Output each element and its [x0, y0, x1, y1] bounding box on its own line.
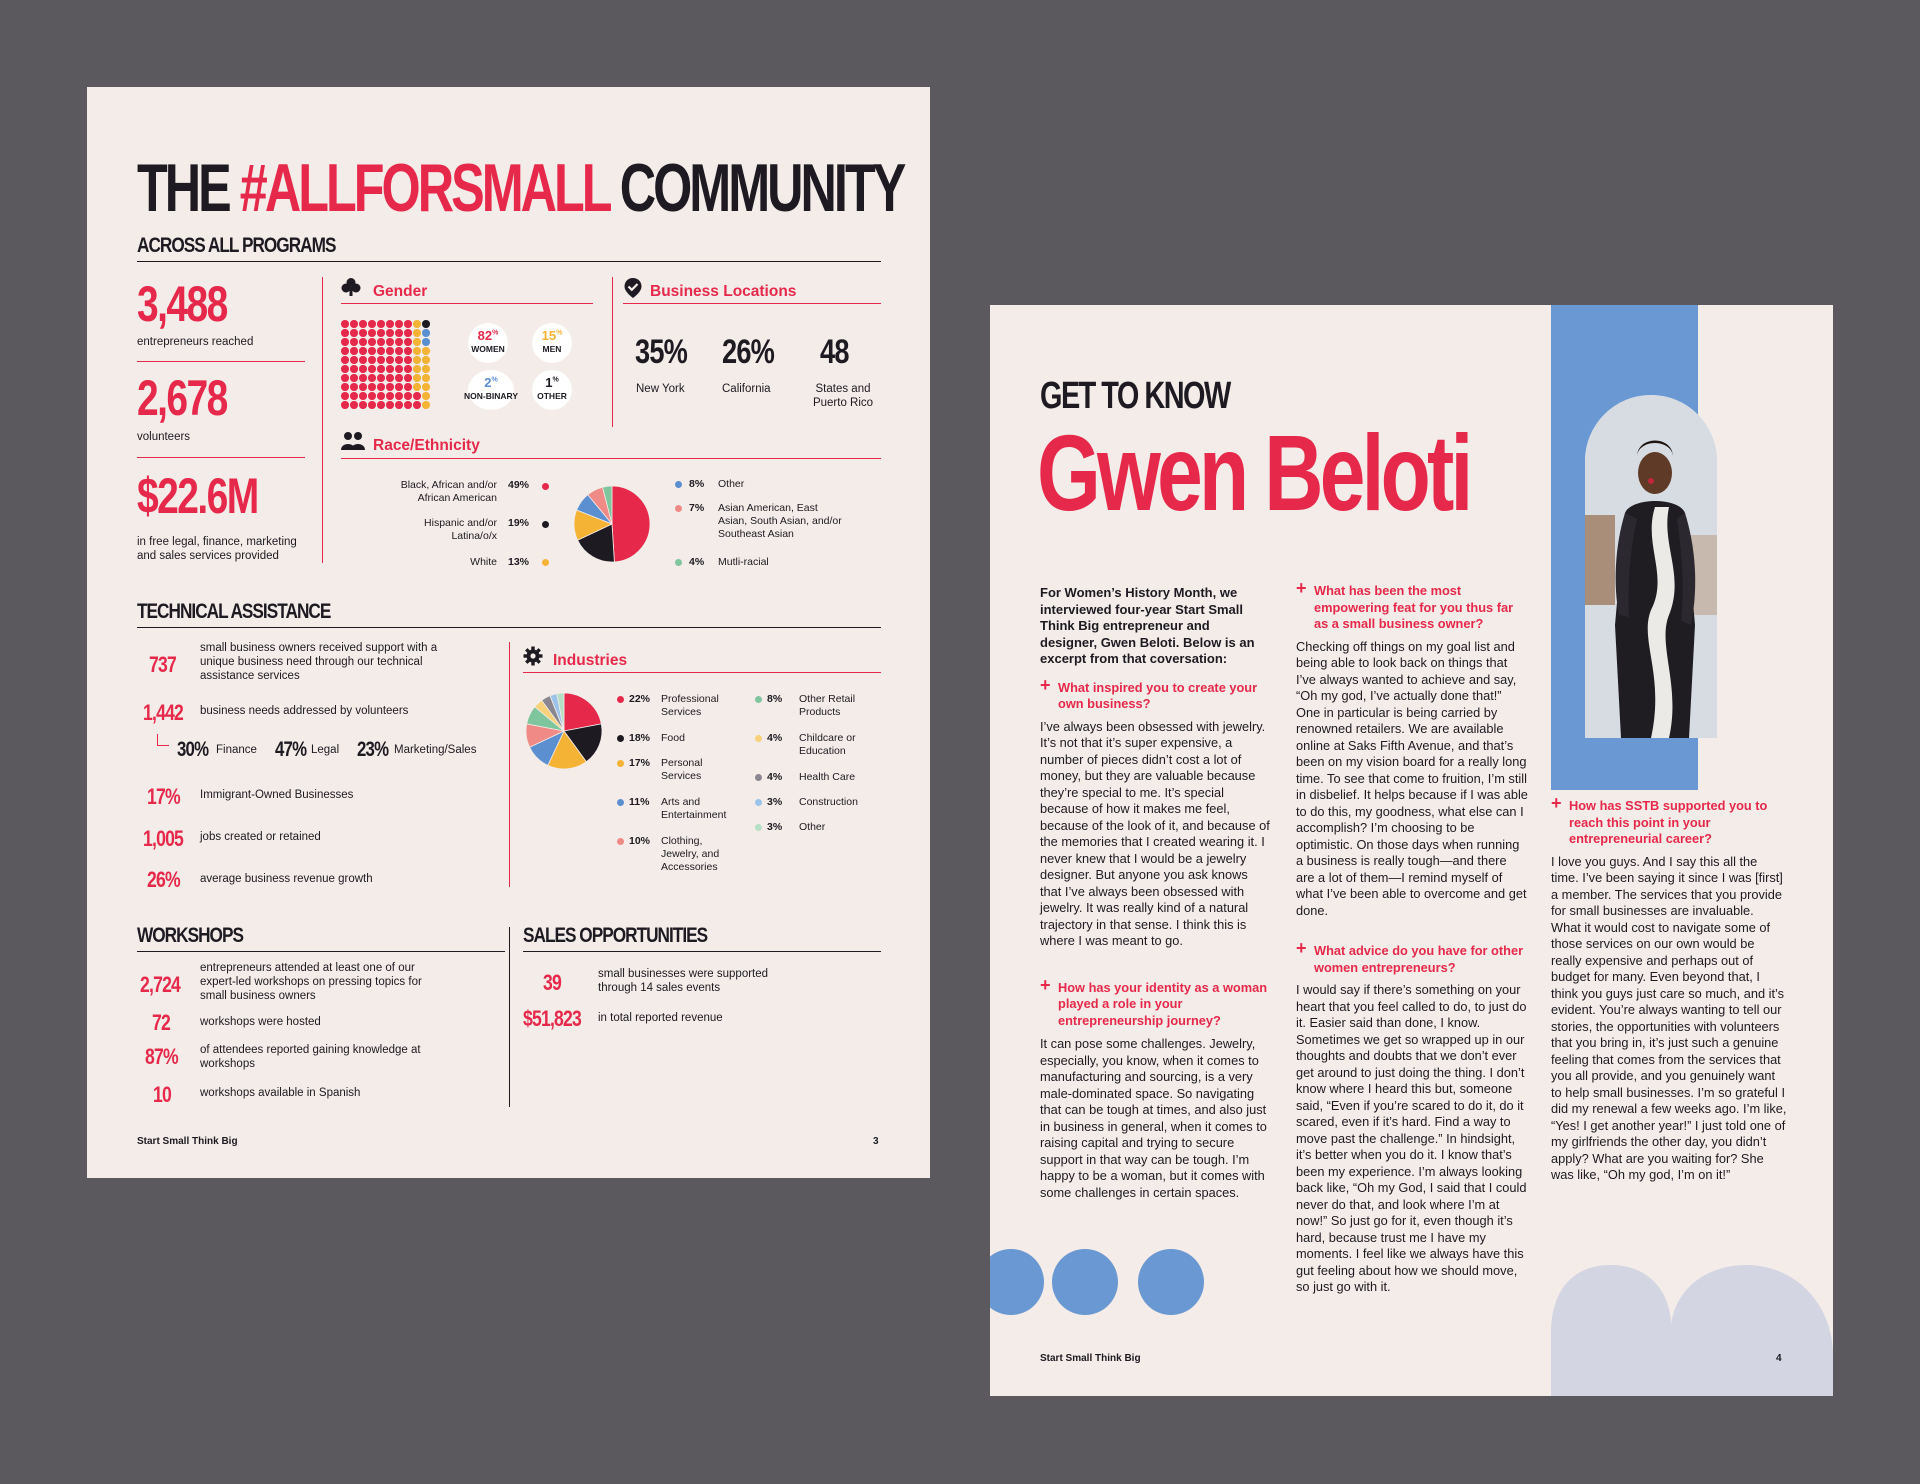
waffle-cell	[422, 329, 430, 337]
page-title: THE #ALLFORSMALL COMMUNITY	[137, 150, 904, 226]
waffle-cell	[395, 320, 403, 328]
industry-label: Construction	[799, 796, 858, 808]
gender-badge-men: 15% MEN	[532, 323, 572, 363]
race-label-black: Black, African and/or African American	[400, 479, 497, 504]
sales-label-revenue: in total reported revenue	[598, 1012, 723, 1024]
waffle-cell	[413, 374, 421, 382]
race-pct-hispanic: 19%	[508, 517, 530, 529]
workshops-label-knowledge: of attendees reported gaining knowledge at workshops	[200, 1044, 421, 1070]
industry-dot	[617, 696, 624, 703]
location-states-label: States and Puerto Rico	[812, 383, 874, 409]
industries-heading: Industries	[553, 652, 628, 669]
industry-dot	[755, 774, 762, 781]
waffle-cell	[377, 374, 385, 382]
waffle-cell	[359, 338, 367, 346]
waffle-cell	[404, 320, 412, 328]
footer-page-number: 3	[873, 1136, 879, 1147]
workshops-label-spanish: workshops available in Spanish	[200, 1087, 361, 1099]
industry-dot	[617, 838, 624, 845]
industry-pct: 8%	[767, 693, 783, 705]
race-pct-other: 8%	[689, 478, 705, 490]
gender-badge-women: 82% WOMEN	[468, 323, 508, 363]
waffle-cell	[386, 401, 394, 409]
tech-value-jobs: 1,005	[143, 826, 184, 851]
waffle-cell	[350, 356, 358, 364]
waffle-cell	[413, 383, 421, 391]
column-1	[1040, 585, 1270, 1201]
intro-text: For Women’s History Month, we interviewed four-year Start Small Think Big entrepreneur and designer, Gwen Beloti. Below is an excerpt from that coversation:	[1040, 585, 1255, 666]
industry-pct: 3%	[767, 821, 783, 833]
footer-page-number: 4	[1776, 1353, 1782, 1364]
waffle-cell	[386, 383, 394, 391]
stat-services-label: in free legal, finance, marketing and sales services provided	[137, 536, 297, 562]
question-3: + What has been the most empowering feat for you thus far as a small business owner?	[1296, 583, 1528, 633]
waffle-cell	[377, 320, 385, 328]
industry-pct: 3%	[767, 796, 783, 808]
waffle-cell	[386, 392, 394, 400]
waffle-cell	[377, 392, 385, 400]
workshops-label-hosted: workshops were hosted	[200, 1016, 321, 1028]
waffle-cell	[386, 338, 394, 346]
waffle-cell	[377, 347, 385, 355]
workshops-value-knowledge: 87%	[145, 1044, 178, 1069]
waffle-cell	[386, 356, 394, 364]
industry-dot	[755, 735, 762, 742]
waffle-cell	[386, 347, 394, 355]
tech-marketing-label: Marketing/Sales	[394, 744, 477, 756]
answer-2: It can pose some challenges. Jewelry, especially, you know, when it comes to manufacturing and sourcing, is a very male-dominated space. So navigating that can be tough at times, and also just in business in general, when it comes to raising capital and trying to secure support in that way can be tough. I’m happy to be a woman, but it comes with some challenges in certain spaces.	[1040, 1036, 1267, 1200]
waffle-cell	[395, 329, 403, 337]
waffle-cell	[404, 356, 412, 364]
gender-heading: Gender	[373, 283, 428, 300]
industry-label: Health Care	[799, 771, 856, 783]
waffle-cell	[422, 347, 430, 355]
profile-name: Gwen Beloti	[1037, 412, 1470, 533]
waffle-cell	[359, 356, 367, 364]
waffle-cell	[341, 392, 349, 400]
waffle-cell	[341, 374, 349, 382]
sales-value-revenue: $51,823	[523, 1006, 582, 1031]
waffle-cell	[368, 383, 376, 391]
waffle-cell	[350, 329, 358, 337]
waffle-cell	[368, 392, 376, 400]
waffle-cell	[395, 356, 403, 364]
stat-entrepreneurs-label: entrepreneurs reached	[137, 336, 254, 348]
waffle-cell	[413, 365, 421, 373]
workshops-heading: WORKSHOPS	[137, 924, 243, 947]
tech-label-1442: business needs addressed by volunteers	[200, 705, 409, 717]
gender-badge-other: 1% OTHER	[532, 370, 572, 410]
race-label-white: White	[470, 556, 497, 568]
waffle-cell	[377, 356, 385, 364]
tech-legal-label: Legal	[311, 744, 340, 756]
waffle-cell	[395, 383, 403, 391]
workshops-value-attended: 2,724	[140, 972, 181, 997]
column-3	[1551, 798, 1787, 1184]
waffle-cell	[386, 365, 394, 373]
waffle-cell	[341, 347, 349, 355]
column-2	[1296, 583, 1528, 1296]
waffle-cell	[404, 401, 412, 409]
tech-value-737: 737	[149, 652, 176, 677]
waffle-cell	[359, 347, 367, 355]
waffle-cell	[413, 356, 421, 364]
waffle-cell	[341, 365, 349, 373]
question-1: + What inspired you to create your own business?	[1040, 680, 1270, 713]
waffle-cell	[404, 392, 412, 400]
waffle-cell	[422, 392, 430, 400]
waffle-cell	[395, 374, 403, 382]
waffle-cell	[395, 401, 403, 409]
gender-waffle-chart	[341, 320, 431, 410]
industry-pct: 18%	[629, 732, 651, 744]
waffle-cell	[359, 401, 367, 409]
tech-label-jobs: jobs created or retained	[200, 831, 321, 843]
location-ca-label: California	[722, 383, 771, 395]
waffle-cell	[404, 338, 412, 346]
tech-finance-value: 30%	[177, 738, 209, 761]
waffle-cell	[350, 347, 358, 355]
waffle-cell	[386, 329, 394, 337]
industry-label: Clothing, Jewelry, and Accessories	[661, 835, 720, 873]
race-label-asian: Asian American, East Asian, South Asian, and/or Southeast Asian	[718, 502, 842, 540]
waffle-cell	[341, 401, 349, 409]
sales-heading: SALES OPPORTUNITIES	[523, 924, 708, 947]
industry-pct: 10%	[629, 835, 651, 847]
decor-circle-2	[1052, 1249, 1118, 1315]
tech-value-immigrant: 17%	[147, 784, 180, 809]
waffle-cell	[341, 320, 349, 328]
stat-entrepreneurs: 3,488	[137, 276, 227, 332]
industry-label: Other Retail Products	[799, 693, 856, 718]
waffle-cell	[422, 356, 430, 364]
waffle-cell	[422, 383, 430, 391]
people-icon	[341, 431, 365, 456]
waffle-cell	[350, 383, 358, 391]
waffle-cell	[359, 374, 367, 382]
waffle-cell	[350, 392, 358, 400]
waffle-cell	[341, 383, 349, 391]
stat-volunteers: 2,678	[137, 370, 227, 426]
race-pie-chart	[572, 484, 652, 564]
waffle-cell	[377, 329, 385, 337]
waffle-cell	[386, 374, 394, 382]
across-heading: ACROSS ALL PROGRAMS	[137, 234, 336, 257]
race-pct-multi: 4%	[689, 556, 705, 568]
waffle-cell	[359, 383, 367, 391]
stat-services: $22.6M	[137, 468, 258, 524]
waffle-cell	[395, 392, 403, 400]
workshops-value-hosted: 72	[152, 1010, 170, 1035]
answer-3: Checking off things on my goal list and being able to look back on things that I’ve always wanted to achieve and say, “Oh my god, I’ve actually done that!” One in particular is being carried by renowned retailers. We are available online at Saks Fifth Avenue, and that’s been on my vision board for a really long time. To see that come to fruition, I’m still in disbelief. It helps because if I was able to do this, my goodness, what else can I accomplish? I’m choosing to be optimistic. On those days when running a business is really tough—and there are a lot of them—I remind myself of what I’ve been able to overcome and get done.	[1296, 638, 1528, 918]
page-4	[990, 305, 1833, 1396]
industry-pct: 4%	[767, 732, 783, 744]
tech-legal-value: 47%	[275, 738, 307, 761]
location-ny-value: 35%	[635, 333, 688, 371]
waffle-cell	[350, 338, 358, 346]
waffle-cell	[413, 401, 421, 409]
waffle-cell	[413, 338, 421, 346]
waffle-cell	[422, 338, 430, 346]
industry-label: Childcare or Education	[799, 732, 856, 757]
pie-slice	[612, 486, 650, 562]
waffle-cell	[350, 374, 358, 382]
waffle-cell	[377, 365, 385, 373]
waffle-cell	[341, 356, 349, 364]
waffle-cell	[404, 383, 412, 391]
waffle-cell	[368, 374, 376, 382]
industry-label: Food	[661, 732, 685, 744]
waffle-cell	[359, 329, 367, 337]
waffle-cell	[359, 392, 367, 400]
sales-label-businesses: small businesses were supported through 14 sales events	[598, 968, 769, 994]
waffle-cell	[386, 320, 394, 328]
industry-label: Arts and Entertainment	[661, 796, 727, 821]
page-3	[87, 87, 930, 1178]
footer-brand: Start Small Think Big	[137, 1136, 238, 1147]
waffle-cell	[413, 347, 421, 355]
industry-pct: 17%	[629, 757, 651, 769]
industry-dot	[755, 799, 762, 806]
gender-badge-nonbinary: 2% NON-BINARY	[468, 370, 514, 410]
industry-pct: 22%	[629, 693, 651, 705]
tech-value-revenue: 26%	[147, 867, 180, 892]
industry-label: Other	[799, 821, 826, 833]
waffle-cell	[341, 329, 349, 337]
question-4: + What advice do you have for other women entrepreneurs?	[1296, 943, 1528, 976]
workshops-label-attended: entrepreneurs attended at least one of our expert-led workshops on pressing topics for small business owners	[200, 962, 422, 1002]
waffle-cell	[359, 320, 367, 328]
footer-brand: Start Small Think Big	[1040, 1353, 1141, 1364]
waffle-cell	[359, 365, 367, 373]
breakdown-connector	[157, 734, 169, 746]
workshops-value-spanish: 10	[153, 1082, 171, 1107]
waffle-cell	[395, 365, 403, 373]
gear-icon	[523, 646, 543, 671]
tech-label-revenue: average business revenue growth	[200, 873, 373, 885]
waffle-cell	[413, 320, 421, 328]
industry-pct: 4%	[767, 771, 783, 783]
waffle-cell	[404, 329, 412, 337]
location-check-icon	[623, 277, 643, 304]
waffle-cell	[350, 320, 358, 328]
locations-heading: Business Locations	[650, 283, 797, 300]
race-label-multi: Mutli-racial	[718, 556, 769, 568]
location-ca-value: 26%	[722, 333, 775, 371]
question-2: + How has your identity as a woman played a role in your entrepreneurship journey?	[1040, 980, 1270, 1030]
decor-circle-3	[1138, 1249, 1204, 1315]
waffle-cell	[368, 338, 376, 346]
waffle-cell	[404, 347, 412, 355]
answer-1: I’ve always been obsessed with jewelry. It’s not that it’s super expensive, a number of pieces didn’t cost a lot of money, but they are valuable because they’re special to me. It’s special because of how it makes me feel, because of the look of it, and because of the memories that I created wearing it. I never knew that I would be a jewelry designer. But anyone you ask knows that I’ve always been obsessed with jewelry. It was really kind of a natural trajectory in that sense. I think this is where I was meant to go.	[1040, 718, 1270, 948]
answer-4: I would say if there’s something on your heart that you feel called to do, to just do it. Easier said than done, I know. Sometimes we get so wrapped up in our thoughts and doubts that we don’t ever get around to just doing the thing. I don’t know where I heard this but, someone said, “Even if you’re scared to do it, do it scared, even if it’s hard. Find a way to move past the challenge.” In hindsight, it’s better when you do it. I know that’s been my experience. I’m always looking back like, “Oh my God, I said that I could never do that, and look where I’m at now!” So just go for it, even though it’s hard, because trust me I have my moments. I feel like we always have this gut feeling about how we should move, so just go with it.	[1296, 982, 1527, 1294]
industry-pct: 11%	[629, 796, 650, 808]
waffle-cell	[368, 320, 376, 328]
industry-dot	[617, 760, 624, 767]
waffle-cell	[368, 347, 376, 355]
club-icon	[341, 277, 361, 302]
tech-finance-label: Finance	[216, 744, 257, 756]
location-states-value: 48	[820, 333, 849, 371]
waffle-cell	[422, 374, 430, 382]
waffle-cell	[395, 338, 403, 346]
waffle-cell	[413, 329, 421, 337]
race-label-hispanic: Hispanic and/or Latina/o/x	[424, 517, 497, 542]
waffle-cell	[422, 365, 430, 373]
industry-label: Personal Services	[661, 757, 703, 782]
waffle-cell	[368, 329, 376, 337]
waffle-cell	[368, 401, 376, 409]
kicker: GET TO KNOW	[1040, 375, 1230, 417]
industries-pie-chart	[524, 691, 604, 771]
waffle-cell	[350, 365, 358, 373]
tech-label-737: small business owners received support with a unique business need through our technical assistance services	[200, 642, 438, 682]
waffle-cell	[350, 401, 358, 409]
waffle-cell	[341, 338, 349, 346]
portrait-photo	[1585, 395, 1717, 738]
industry-dot	[755, 696, 762, 703]
waffle-cell	[377, 383, 385, 391]
race-label-other: Other	[718, 478, 745, 490]
waffle-cell	[422, 320, 430, 328]
decor-circle-1	[990, 1249, 1044, 1315]
answer-5: I love you guys. And I say this all the time. I’ve been saying it since I was [first] a member. The services that you provide for small businesses are invaluable. What it would cost to navigate some of those services on our own would be really expensive and perhaps out of budget for many. Even beyond that, I think you guys just care so much, and it’s evident. You’re always wanting to tell our stories, the opportunities with volunteers that you bring in, it’s just such a genuine feeling that comes from the services that you all provide, and you genuinely want to help small businesses. I’m so grateful I did my renewal a few weeks ago. I’m like, “Yes! I get another year!” I just told one of my girlfriends the other day, you didn’t apply? What are you waiting for? She was like, “Oh my god, I’m on it!”	[1551, 853, 1787, 1182]
question-5: + How has SSTB supported you to reach this point in your entrepreneurial career?	[1551, 798, 1787, 848]
race-heading: Race/Ethnicity	[373, 437, 480, 454]
waffle-cell	[413, 392, 421, 400]
waffle-cell	[404, 374, 412, 382]
waffle-cell	[395, 347, 403, 355]
waffle-cell	[377, 401, 385, 409]
tech-marketing-value: 23%	[357, 738, 389, 761]
waffle-cell	[422, 401, 430, 409]
waffle-cell	[404, 365, 412, 373]
decor-corner-shape	[1551, 1265, 1833, 1396]
tech-heading: TECHNICAL ASSISTANCE	[137, 600, 331, 623]
race-pct-white: 13%	[508, 556, 530, 568]
tech-label-immigrant: Immigrant-Owned Businesses	[200, 789, 354, 801]
waffle-cell	[377, 338, 385, 346]
sales-value-businesses: 39	[543, 970, 561, 995]
tech-value-1442: 1,442	[143, 700, 184, 725]
industry-dot	[755, 824, 762, 831]
industry-dot	[617, 735, 624, 742]
location-ny-label: New York	[636, 383, 685, 395]
industry-dot	[617, 799, 624, 806]
waffle-cell	[368, 356, 376, 364]
race-pct-black: 49%	[508, 479, 530, 491]
industry-label: Professional Services	[661, 693, 719, 718]
stat-volunteers-label: volunteers	[137, 431, 191, 443]
race-pct-asian: 7%	[689, 502, 705, 514]
waffle-cell	[368, 365, 376, 373]
